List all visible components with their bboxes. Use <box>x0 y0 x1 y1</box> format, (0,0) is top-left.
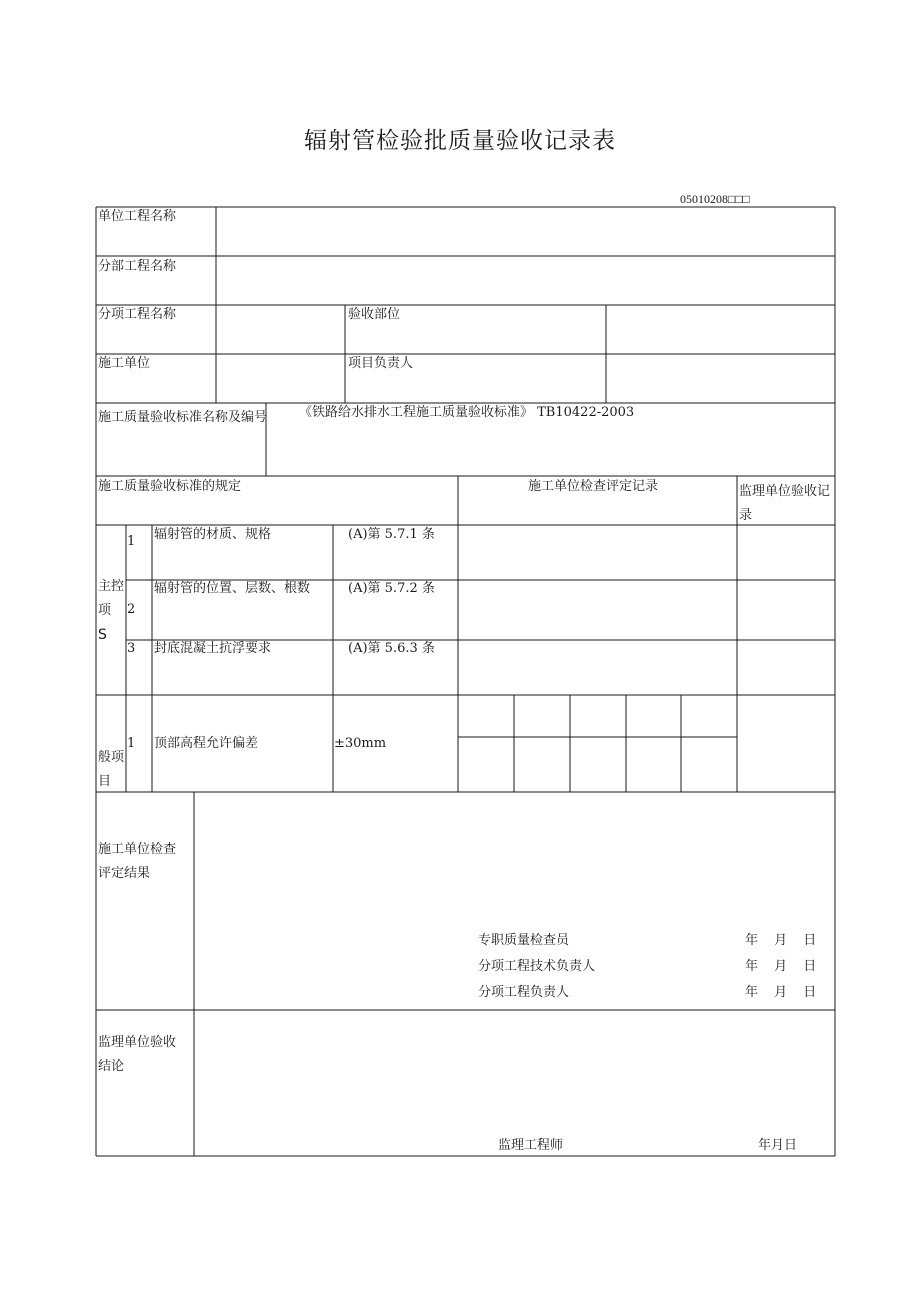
acceptance-part-label: 验收部位 <box>348 307 401 322</box>
signer-date: 年 月 日 <box>745 959 817 974</box>
general-item-clause: ±30mm <box>334 736 387 751</box>
standard-name-value: 《铁路给水排水工程施工质量验收标准》 TB10422-2003 <box>299 405 635 420</box>
signer-date: 年 月 日 <box>745 933 817 948</box>
main-control-label-extra: S <box>98 627 107 643</box>
main-item-no: 2 <box>127 602 136 617</box>
supervision-signer: 监理工程师 <box>498 1138 564 1153</box>
main-item-no: 3 <box>127 641 136 656</box>
general-item-desc: 顶部高程允许偏差 <box>154 736 259 751</box>
supervision-result-label: 监理单位验收结论 <box>98 1035 177 1074</box>
construction-unit-label: 施工单位 <box>98 356 151 371</box>
general-label: 般项目 <box>98 750 125 789</box>
division-project-label: 分部工程名称 <box>98 259 177 274</box>
general-item-no: 1 <box>127 736 136 751</box>
signer-role: 分项工程技术负责人 <box>478 959 596 974</box>
form-code: 05010208□□□ <box>680 192 750 206</box>
subitem-project-label: 分项工程名称 <box>98 307 177 322</box>
signer-role: 分项工程负责人 <box>478 985 570 1000</box>
construction-result-label: 施工单位检查评定结果 <box>98 842 177 881</box>
signer-role: 专职质量检查员 <box>478 933 570 948</box>
construction-record-header: 施工单位检查评定记录 <box>528 479 659 494</box>
main-item-clause: (A)第 5.6.3 条 <box>348 641 435 656</box>
main-control-label: 主控项 <box>98 579 125 618</box>
main-item-no: 1 <box>127 534 136 549</box>
main-item-desc: 辐射管的位置、层数、根数 <box>154 581 311 596</box>
standard-name-label: 施工质量验收标准名称及编号 <box>98 410 268 425</box>
main-item-clause: (A)第 5.7.2 条 <box>348 581 435 596</box>
main-item-desc: 辐射管的材质、规格 <box>154 527 272 542</box>
main-item-desc: 封底混凝土抗浮要求 <box>154 641 272 656</box>
main-item-clause: (A)第 5.7.1 条 <box>348 527 435 542</box>
project-manager-label: 项目负责人 <box>348 356 414 371</box>
unit-project-label: 单位工程名称 <box>98 209 177 224</box>
signer-date: 年 月 日 <box>745 985 817 1000</box>
supervision-record-header: 监理单位验收记录 <box>739 484 831 523</box>
supervision-date: 年月日 <box>758 1138 798 1153</box>
page-title: 辐射管检验批质量验收记录表 <box>304 128 616 154</box>
regulation-header: 施工质量验收标准的规定 <box>98 479 242 494</box>
